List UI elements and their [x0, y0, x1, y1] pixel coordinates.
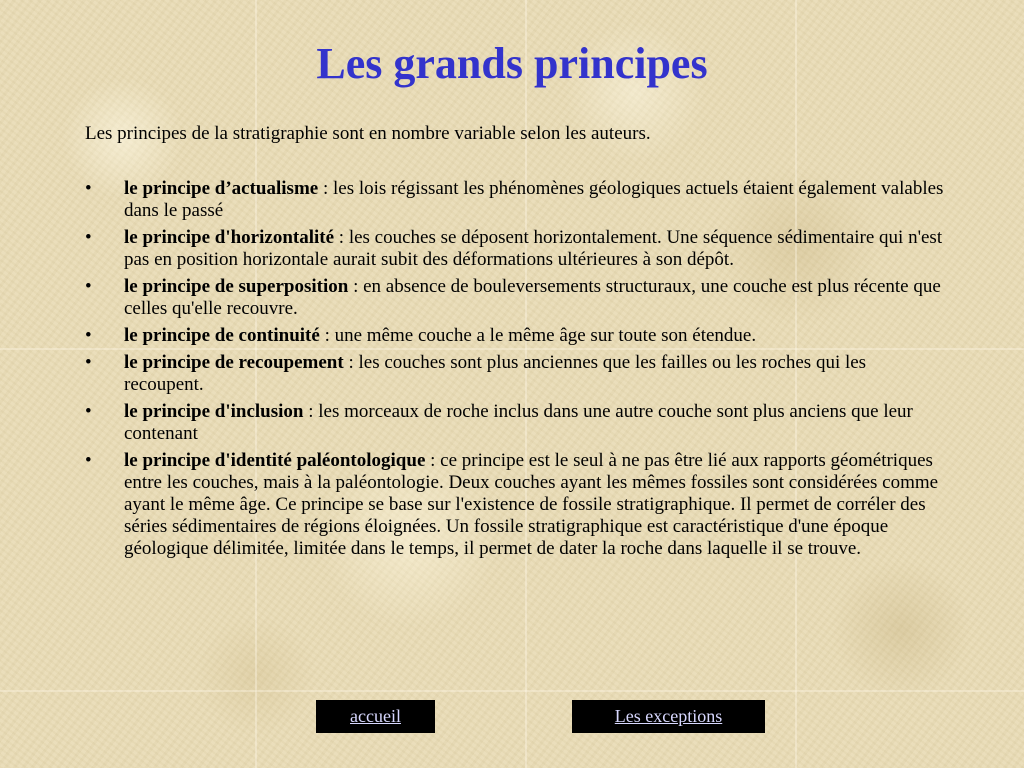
principle-item-identite-paleontologique: [85, 450, 945, 560]
principle-term: le principe d'horizontalité: [124, 227, 335, 248]
principle-term: le principe d'identité paléontologique: [124, 450, 426, 471]
principle-description: : les couches se déposent horizontalement. Une séquence sédimentaire qui n'est pas en position horizontale aurait subit des déformations ultérieures à son dépôt.: [124, 227, 943, 270]
principle-description: : les morceaux de roche inclus dans une autre couche sont plus anciens que leur contenant: [124, 401, 913, 444]
principle-item-continuite: [85, 325, 945, 347]
principle-item-inclusion: [85, 401, 945, 445]
principle-item-superposition: [85, 276, 945, 320]
bullet-icon: •: [85, 178, 92, 199]
exceptions-link[interactable]: Les exceptions: [614, 706, 723, 726]
intro-text: Les principes de la stratigraphie sont en nombre variable selon les auteurs.: [85, 123, 651, 144]
principles-list: [85, 178, 945, 565]
accueil-link[interactable]: accueil: [350, 706, 401, 726]
background-seam: [0, 690, 1024, 692]
principle-term: le principe d’actualisme: [124, 178, 319, 199]
accueil-button[interactable]: [316, 700, 435, 733]
exceptions-button[interactable]: [572, 700, 765, 733]
principle-description: : les lois régissant les phénomènes géologiques actuels étaient également valables dans le passé: [124, 178, 944, 221]
bullet-icon: •: [85, 227, 92, 248]
principle-term: le principe de continuité: [124, 325, 320, 346]
bullet-icon: •: [85, 401, 92, 422]
principle-description: : ce principe est le seul à ne pas être lié aux rapports géométriques entre les couches, mais à la paléontologie. Deux couches ayant les mêmes fossiles sont considérées comme ayant le même âge. Ce principe se base sur l'existence de fossile stratigraphique. Il permet de corréler des séries sédimentaires de régions éloignées. Un fossile stratigraphique est caractéristique d'une époque géologique délimitée, limitée dans le temps, il permet de dater la roche dans laquelle il se trouve.: [124, 450, 939, 559]
bullet-icon: •: [85, 450, 92, 471]
principle-term: le principe d'inclusion: [124, 401, 304, 422]
principle-item-actualisme: [85, 178, 945, 222]
principle-description: : une même couche a le même âge sur toute son étendue.: [319, 325, 757, 346]
bullet-icon: •: [85, 276, 92, 297]
principle-description: : en absence de bouleversements structuraux, une couche est plus récente que celles qu'elle recouvre.: [124, 276, 941, 319]
principle-term: le principe de recoupement: [124, 352, 344, 373]
principle-description: : les couches sont plus anciennes que les failles ou les roches qui les recoupent.: [124, 352, 867, 395]
principle-item-recoupement: [85, 352, 945, 396]
bullet-icon: •: [85, 352, 92, 373]
bullet-icon: •: [85, 325, 92, 346]
principle-term: le principe de superposition: [124, 276, 349, 297]
principle-item-horizontalite: [85, 227, 945, 271]
page-title: Les grands principes: [316, 39, 708, 88]
